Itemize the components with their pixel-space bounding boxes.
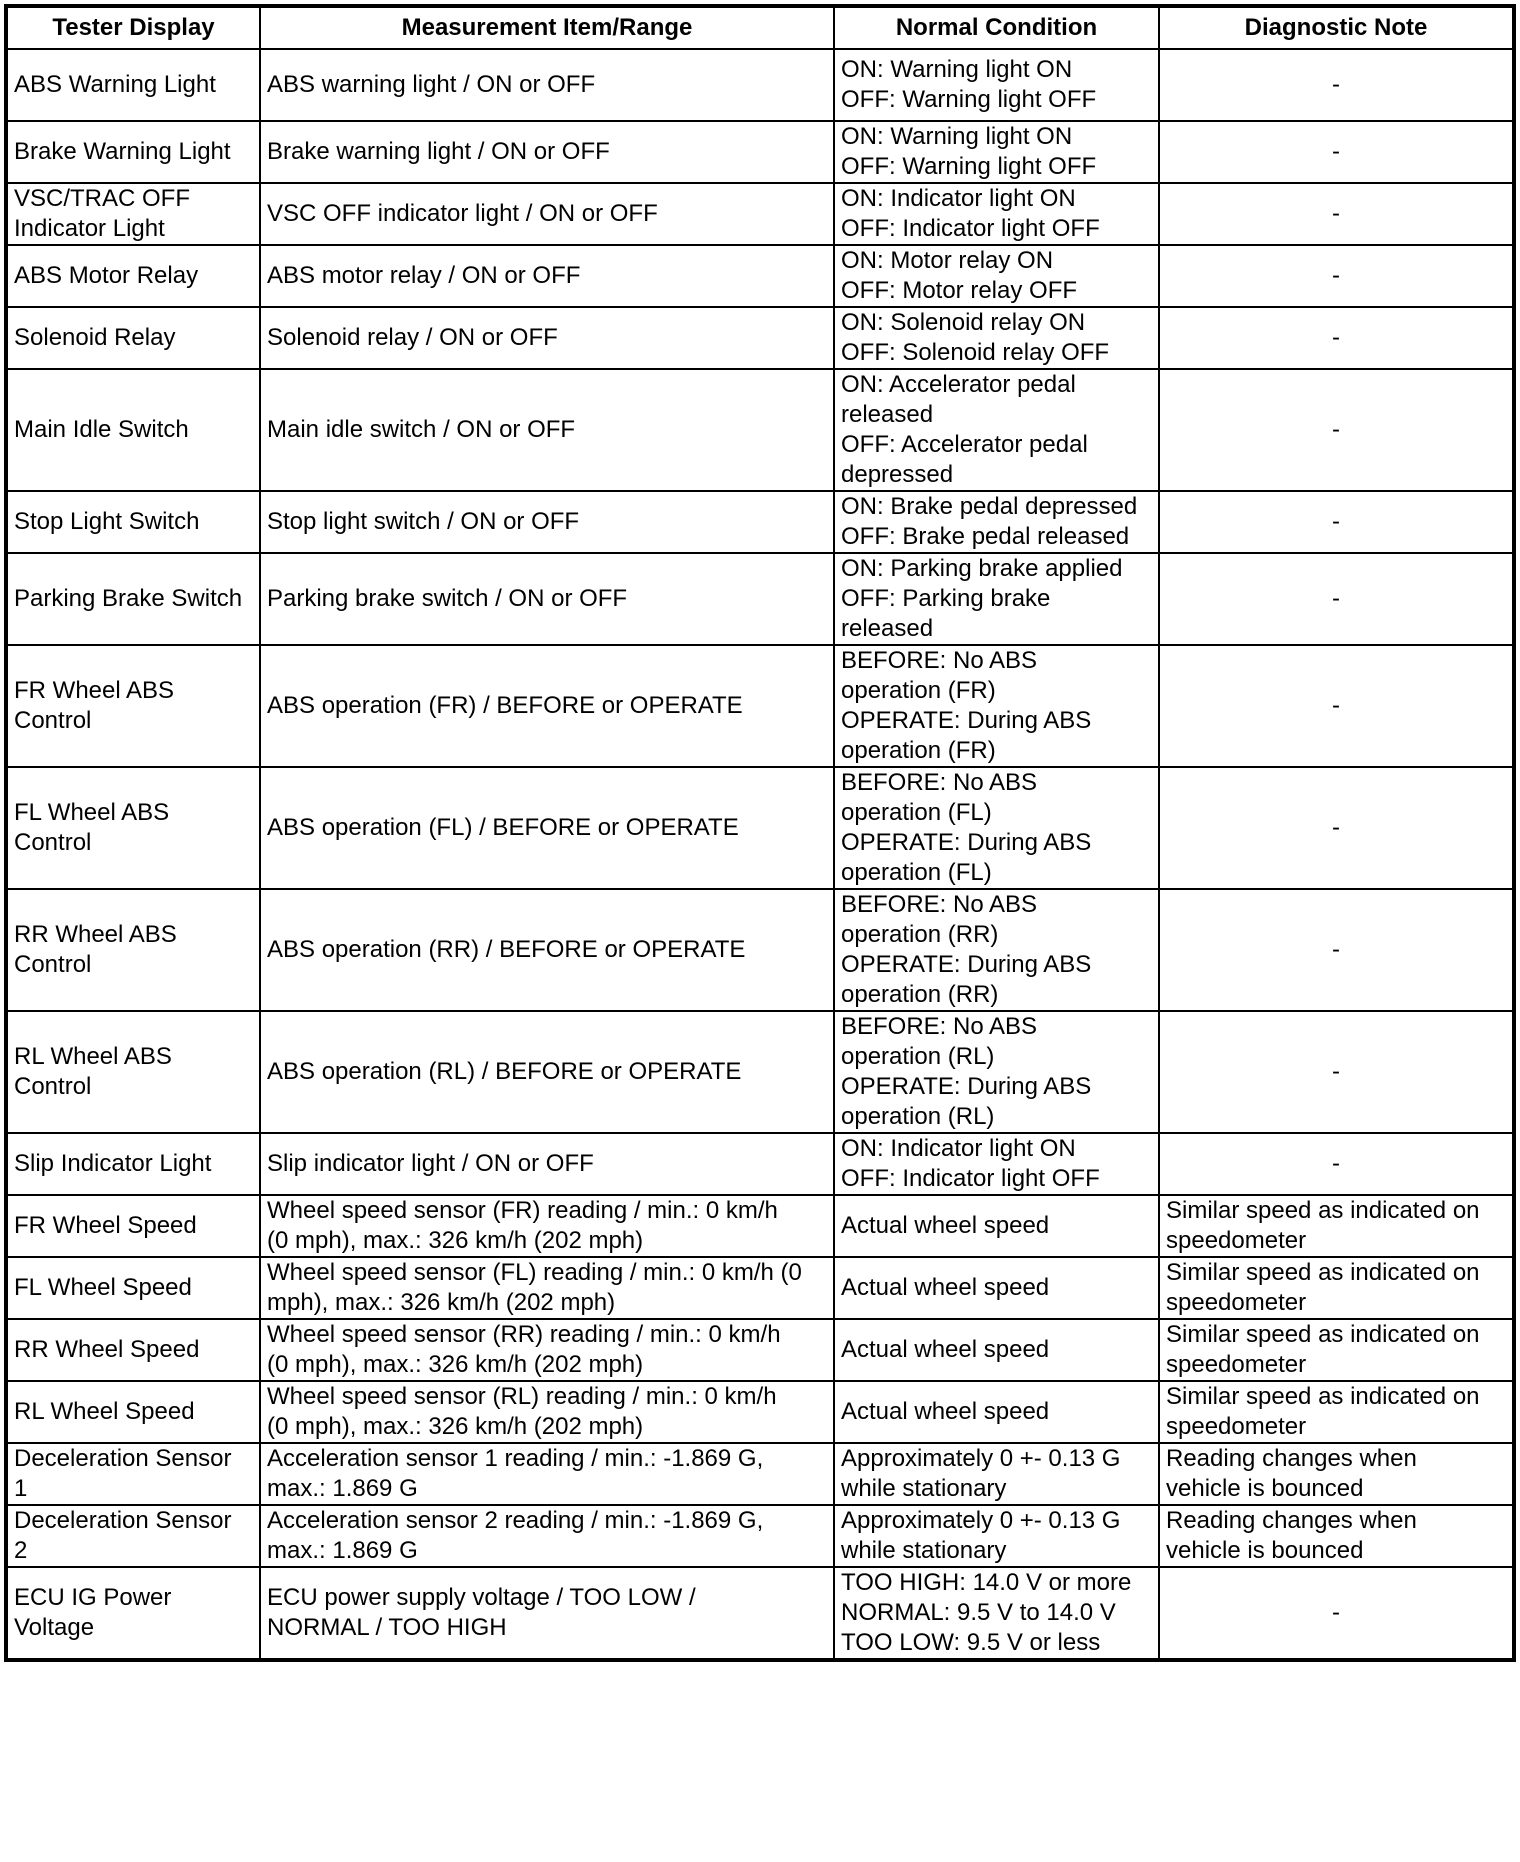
cell-diagnostic-note: - — [1159, 767, 1513, 889]
cell-tester-display: RL Wheel ABS Control — [7, 1011, 260, 1133]
cell-tester-display: ABS Warning Light — [7, 49, 260, 121]
cell-measurement-item: ABS operation (RL) / BEFORE or OPERATE — [260, 1011, 834, 1133]
cell-diagnostic-note: Similar speed as indicated on speedometer — [1159, 1381, 1513, 1443]
cell-diagnostic-note: - — [1159, 645, 1513, 767]
table-row — [7, 1133, 1513, 1195]
cell-normal-condition: ON: Solenoid relay ON OFF: Solenoid relay OFF — [834, 307, 1159, 369]
cell-normal-condition: ON: Indicator light ON OFF: Indicator light OFF — [834, 183, 1159, 245]
table-row — [7, 1567, 1513, 1659]
cell-tester-display: FL Wheel Speed — [7, 1257, 260, 1319]
cell-diagnostic-note: Similar speed as indicated on speedometer — [1159, 1195, 1513, 1257]
cell-diagnostic-note: - — [1159, 889, 1513, 1011]
cell-normal-condition: TOO HIGH: 14.0 V or more NORMAL: 9.5 V to 14.0 V TOO LOW: 9.5 V or less — [834, 1567, 1159, 1659]
cell-measurement-item: ABS operation (RR) / BEFORE or OPERATE — [260, 889, 834, 1011]
cell-measurement-item: Solenoid relay / ON or OFF — [260, 307, 834, 369]
cell-tester-display: RR Wheel Speed — [7, 1319, 260, 1381]
cell-normal-condition: BEFORE: No ABS operation (RR) OPERATE: During ABS operation (RR) — [834, 889, 1159, 1011]
cell-measurement-item: Wheel speed sensor (RR) reading / min.: 0 km/h (0 mph), max.: 326 km/h (202 mph) — [260, 1319, 834, 1381]
header-tester-display: Tester Display — [7, 7, 260, 49]
cell-diagnostic-note: - — [1159, 1133, 1513, 1195]
cell-diagnostic-note: - — [1159, 49, 1513, 121]
cell-measurement-item: ECU power supply voltage / TOO LOW / NORMAL / TOO HIGH — [260, 1567, 834, 1659]
header-measurement-item: Measurement Item/Range — [260, 7, 834, 49]
table-body — [7, 49, 1513, 1659]
cell-measurement-item: Acceleration sensor 1 reading / min.: -1.869 G, max.: 1.869 G — [260, 1443, 834, 1505]
cell-tester-display: Slip Indicator Light — [7, 1133, 260, 1195]
cell-measurement-item: ABS motor relay / ON or OFF — [260, 245, 834, 307]
table-row — [7, 645, 1513, 767]
cell-tester-display: Deceleration Sensor 2 — [7, 1505, 260, 1567]
cell-tester-display: ECU IG Power Voltage — [7, 1567, 260, 1659]
cell-measurement-item: Wheel speed sensor (FL) reading / min.: 0 km/h (0 mph), max.: 326 km/h (202 mph) — [260, 1257, 834, 1319]
table-row — [7, 245, 1513, 307]
cell-normal-condition: ON: Parking brake applied OFF: Parking brake released — [834, 553, 1159, 645]
cell-measurement-item: Slip indicator light / ON or OFF — [260, 1133, 834, 1195]
cell-diagnostic-note: - — [1159, 1011, 1513, 1133]
header-normal-condition: Normal Condition — [834, 7, 1159, 49]
table-header — [7, 7, 1513, 49]
cell-measurement-item: Brake warning light / ON or OFF — [260, 121, 834, 183]
table-row — [7, 49, 1513, 121]
cell-tester-display: ABS Motor Relay — [7, 245, 260, 307]
table-row — [7, 767, 1513, 889]
cell-tester-display: RR Wheel ABS Control — [7, 889, 260, 1011]
cell-measurement-item: VSC OFF indicator light / ON or OFF — [260, 183, 834, 245]
cell-diagnostic-note: - — [1159, 553, 1513, 645]
cell-measurement-item: ABS operation (FL) / BEFORE or OPERATE — [260, 767, 834, 889]
cell-diagnostic-note: - — [1159, 121, 1513, 183]
cell-measurement-item: Wheel speed sensor (FR) reading / min.: 0 km/h (0 mph), max.: 326 km/h (202 mph) — [260, 1195, 834, 1257]
table-row — [7, 889, 1513, 1011]
cell-normal-condition: BEFORE: No ABS operation (FR) OPERATE: During ABS operation (FR) — [834, 645, 1159, 767]
cell-measurement-item: Wheel speed sensor (RL) reading / min.: 0 km/h (0 mph), max.: 326 km/h (202 mph) — [260, 1381, 834, 1443]
cell-diagnostic-note: - — [1159, 1567, 1513, 1659]
cell-normal-condition: ON: Indicator light ON OFF: Indicator light OFF — [834, 1133, 1159, 1195]
table-row — [7, 121, 1513, 183]
table-row — [7, 1381, 1513, 1443]
cell-measurement-item: ABS operation (FR) / BEFORE or OPERATE — [260, 645, 834, 767]
table-row — [7, 553, 1513, 645]
cell-tester-display: Solenoid Relay — [7, 307, 260, 369]
cell-diagnostic-note: - — [1159, 183, 1513, 245]
cell-tester-display: Deceleration Sensor 1 — [7, 1443, 260, 1505]
table-row — [7, 1505, 1513, 1567]
cell-diagnostic-note: - — [1159, 245, 1513, 307]
cell-diagnostic-note: Reading changes when vehicle is bounced — [1159, 1443, 1513, 1505]
table-row — [7, 1319, 1513, 1381]
cell-normal-condition: BEFORE: No ABS operation (FL) OPERATE: During ABS operation (FL) — [834, 767, 1159, 889]
table-row — [7, 491, 1513, 553]
cell-normal-condition: Actual wheel speed — [834, 1195, 1159, 1257]
cell-tester-display: Parking Brake Switch — [7, 553, 260, 645]
cell-measurement-item: ABS warning light / ON or OFF — [260, 49, 834, 121]
cell-normal-condition: ON: Warning light ON OFF: Warning light OFF — [834, 49, 1159, 121]
cell-diagnostic-note: - — [1159, 491, 1513, 553]
table-row — [7, 307, 1513, 369]
cell-tester-display: FR Wheel ABS Control — [7, 645, 260, 767]
cell-normal-condition: ON: Brake pedal depressed OFF: Brake pedal released — [834, 491, 1159, 553]
cell-normal-condition: Actual wheel speed — [834, 1381, 1159, 1443]
cell-tester-display: RL Wheel Speed — [7, 1381, 260, 1443]
cell-diagnostic-note: - — [1159, 307, 1513, 369]
cell-measurement-item: Parking brake switch / ON or OFF — [260, 553, 834, 645]
cell-normal-condition: ON: Accelerator pedal released OFF: Accelerator pedal depressed — [834, 369, 1159, 491]
cell-diagnostic-note: Reading changes when vehicle is bounced — [1159, 1505, 1513, 1567]
cell-diagnostic-note: Similar speed as indicated on speedometer — [1159, 1319, 1513, 1381]
cell-tester-display: FL Wheel ABS Control — [7, 767, 260, 889]
cell-normal-condition: Approximately 0 +- 0.13 G while stationary — [834, 1443, 1159, 1505]
cell-tester-display: VSC/TRAC OFF Indicator Light — [7, 183, 260, 245]
table-row — [7, 1011, 1513, 1133]
cell-normal-condition: Actual wheel speed — [834, 1257, 1159, 1319]
table-row — [7, 183, 1513, 245]
cell-normal-condition: ON: Motor relay ON OFF: Motor relay OFF — [834, 245, 1159, 307]
cell-tester-display: Brake Warning Light — [7, 121, 260, 183]
cell-normal-condition: Approximately 0 +- 0.13 G while stationary — [834, 1505, 1159, 1567]
table-row — [7, 1257, 1513, 1319]
cell-tester-display: Main Idle Switch — [7, 369, 260, 491]
cell-tester-display: Stop Light Switch — [7, 491, 260, 553]
cell-measurement-item: Main idle switch / ON or OFF — [260, 369, 834, 491]
table-row — [7, 1443, 1513, 1505]
table-row — [7, 369, 1513, 491]
cell-diagnostic-note: Similar speed as indicated on speedometer — [1159, 1257, 1513, 1319]
header-diagnostic-note: Diagnostic Note — [1159, 7, 1513, 49]
cell-diagnostic-note: - — [1159, 369, 1513, 491]
cell-normal-condition: ON: Warning light ON OFF: Warning light OFF — [834, 121, 1159, 183]
cell-normal-condition: Actual wheel speed — [834, 1319, 1159, 1381]
table-row — [7, 1195, 1513, 1257]
cell-normal-condition: BEFORE: No ABS operation (RL) OPERATE: During ABS operation (RL) — [834, 1011, 1159, 1133]
diagnostic-data-table — [6, 6, 1514, 1660]
cell-measurement-item: Stop light switch / ON or OFF — [260, 491, 834, 553]
cell-measurement-item: Acceleration sensor 2 reading / min.: -1.869 G, max.: 1.869 G — [260, 1505, 834, 1567]
header-row — [7, 7, 1513, 49]
cell-tester-display: FR Wheel Speed — [7, 1195, 260, 1257]
